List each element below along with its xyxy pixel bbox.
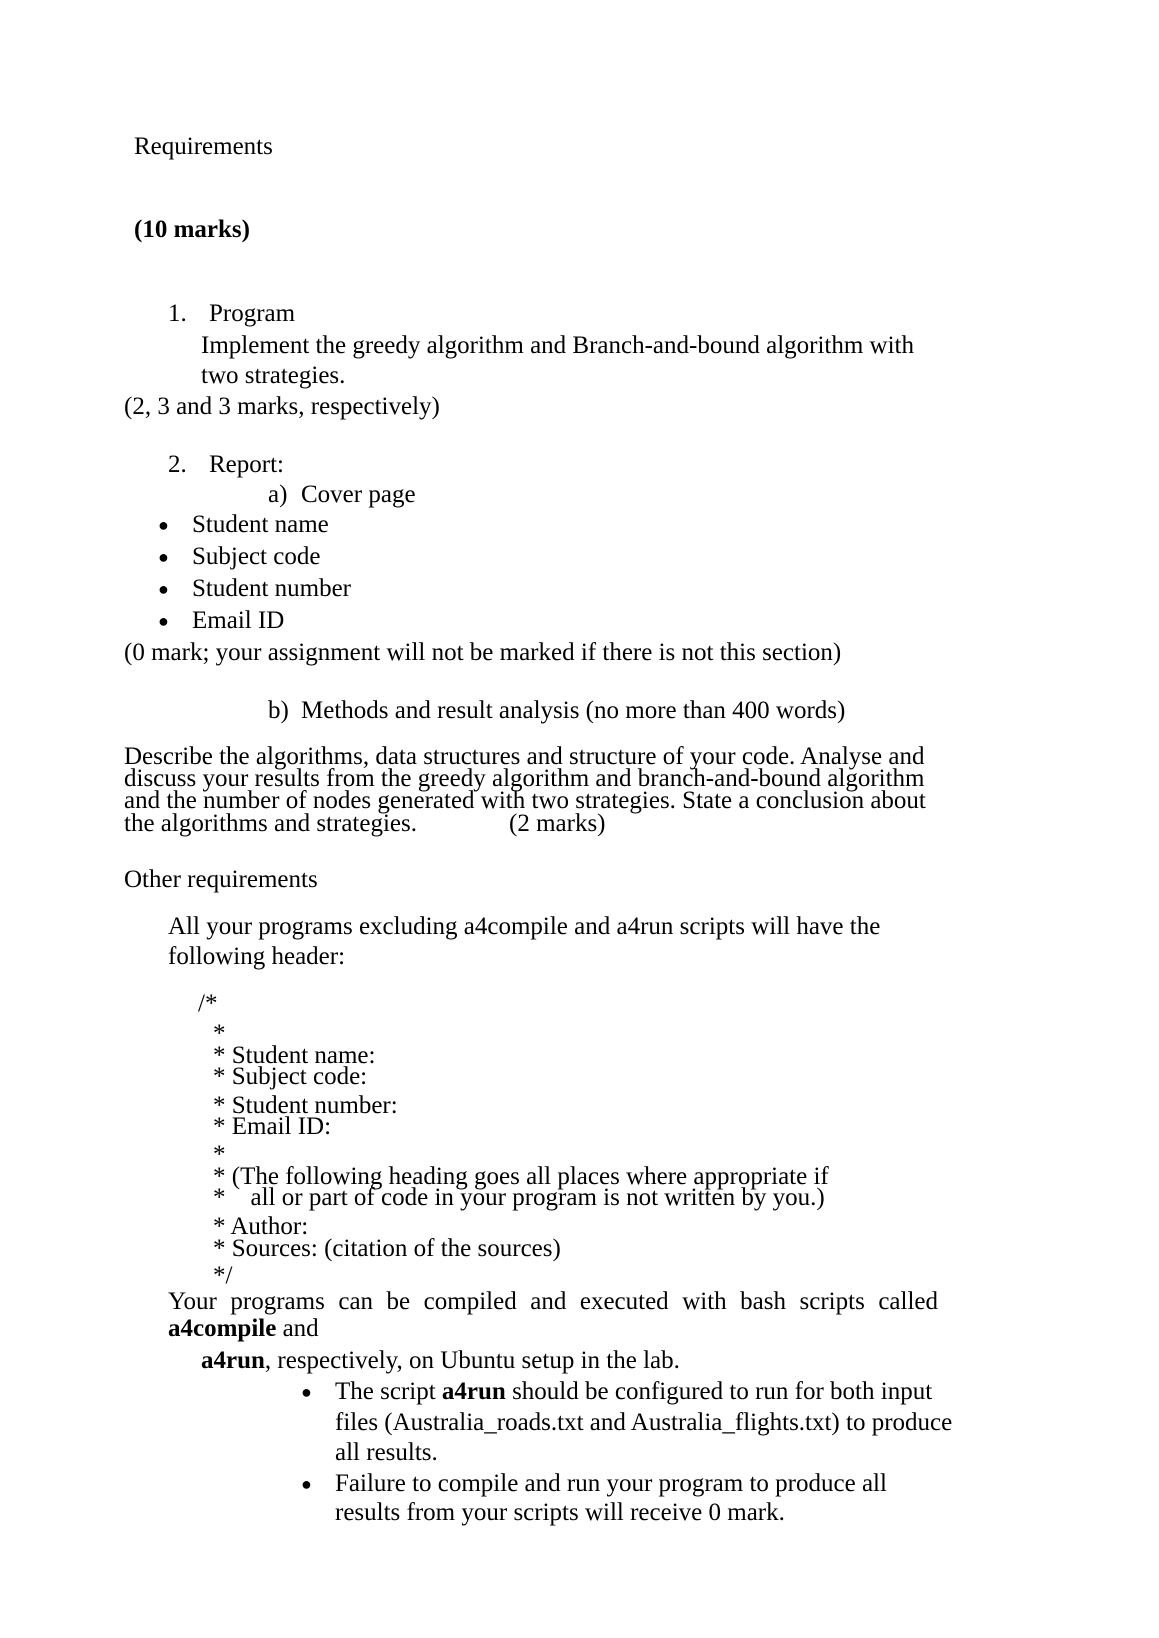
code-line: */ [213,1262,233,1289]
a4compile-label: a4compile [168,1315,277,1342]
item1-desc-line1: Implement the greedy algorithm and Branch-and-bound algorithm with [201,332,915,359]
item2-title: Report: [209,451,284,478]
item1-marks: (2, 3 and 3 marks, respectively) [124,393,440,420]
compile-line1: Your programs can be compiled and executed with bash scripts called [168,1288,938,1315]
bullet-icon: ● [158,515,169,535]
code-line: * Email ID: [213,1113,332,1140]
code-line: * (The following heading goes all places where appropriate if [213,1163,829,1190]
section-heading: Requirements [134,133,273,160]
methods-marks: (2 marks) [509,810,606,837]
compile-line2 [168,1314,319,1344]
cover-note: (0 mark; your assignment will not be marked if there is not this section) [124,639,842,666]
methods-line: Describe the algorithms, data structures and structure of your code. Analyse and [124,743,925,770]
bullet1-post: should be configured to run for both input [505,1378,933,1405]
sub-a-title: Cover page [301,481,416,508]
code-line: * all or part of code in your program is not written by you.) [213,1184,825,1211]
header-intro-line2: following header: [168,943,346,970]
compile-and: and [276,1315,319,1342]
header-intro-line1: All your programs excluding a4compile and a4run scripts will have the [168,913,881,940]
bullet2-line2: results from your scripts will receive 0 mark. [335,1499,785,1526]
bullet2-line1: Failure to compile and run your program to produce all [335,1470,887,1497]
code-line: * Student number: [213,1092,398,1119]
bullet1-line3: all results. [335,1439,438,1466]
compile-rest: , respectively, on Ubuntu setup in the lab. [264,1347,680,1374]
methods-line: and the number of nodes generated with two strategies. State a conclusion about [124,787,926,814]
a4run-label: a4run [201,1347,265,1374]
code-line: * Sources: (citation of the sources) [213,1235,561,1262]
item2-number: 2. [168,451,187,478]
code-line: * Student name: [213,1042,376,1069]
bullet1-pre: The script [335,1378,442,1405]
methods-line: discuss your results from the greedy algorithm and branch-and-bound algorithm [124,765,925,792]
item1-number: 1. [168,300,187,327]
list-item: Student name [192,511,329,538]
code-line: * Subject code: [213,1063,368,1090]
sub-a-letter: a) [268,481,288,508]
item1-desc-line2: two strategies. [201,362,346,389]
code-line: * [213,1141,226,1168]
compile-line3 [201,1346,680,1376]
bullet-icon: ● [158,547,169,567]
other-requirements-title: Other requirements [124,866,318,893]
item1-title: Program [209,300,296,327]
bullet1-line2: files (Australia_roads.txt and Australia_flights.txt) to produce [335,1409,953,1436]
methods-line: the algorithms and strategies. [124,810,417,837]
bullet-icon: ● [158,579,169,599]
list-item: Subject code [192,543,321,570]
bullet1-line1 [335,1377,932,1407]
list-item: Student number [192,575,352,602]
code-line: /* [198,990,218,1017]
bullet-icon: ● [301,1474,312,1494]
sub-b-title: Methods and result analysis (no more than 400 words) [301,697,846,724]
bullet-icon: ● [301,1382,312,1402]
total-marks: (10 marks) [134,216,250,243]
bullet1-bold: a4run [441,1378,506,1405]
code-line: * [213,1020,226,1047]
bullet-icon: ● [158,611,169,631]
list-item: Email ID [192,607,285,634]
sub-b-letter: b) [268,697,289,724]
code-line: * Author: [213,1213,309,1240]
